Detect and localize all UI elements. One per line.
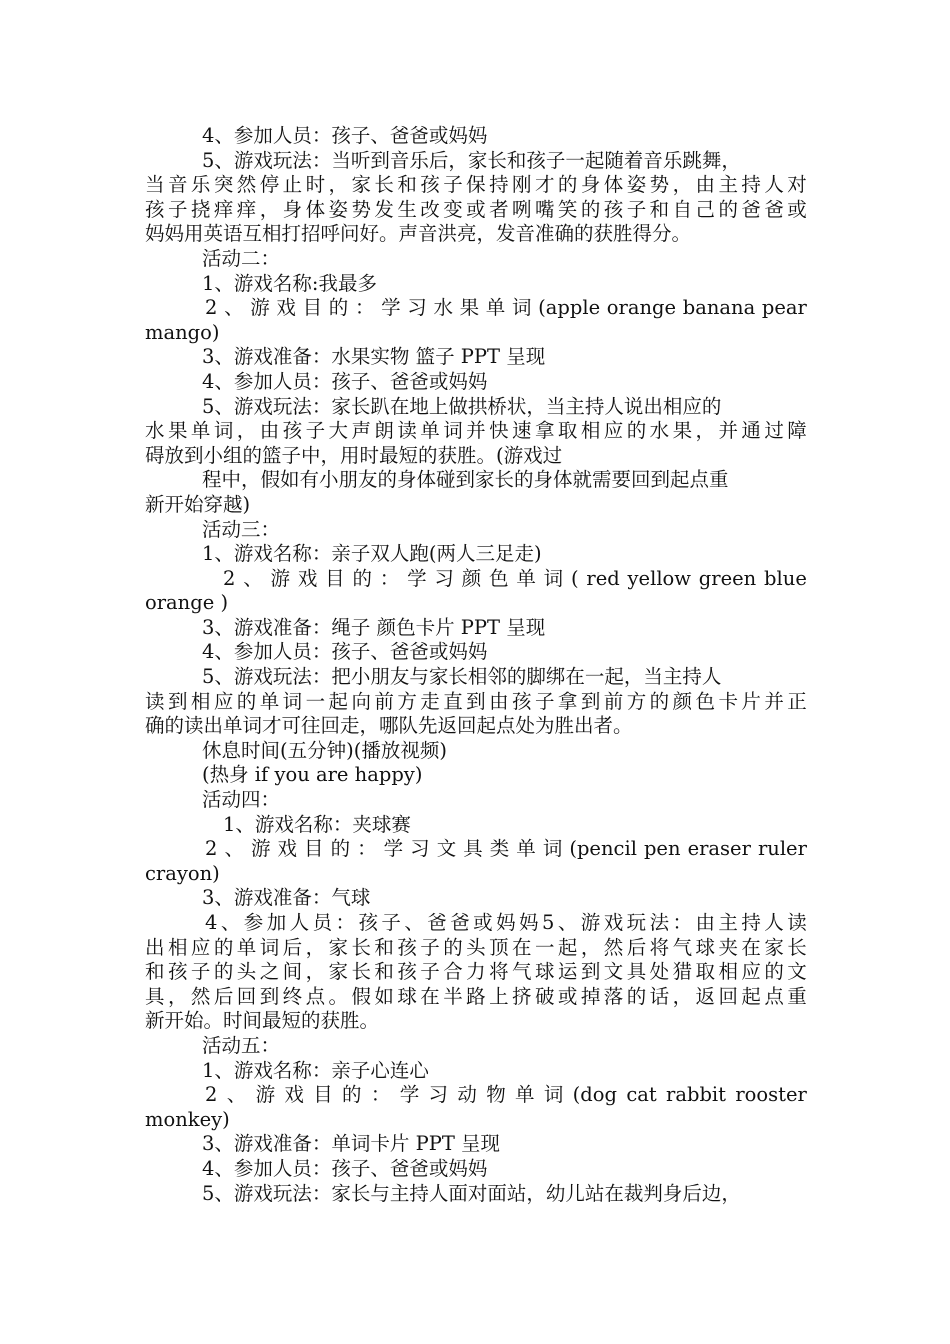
text-line: 5、游戏玩法：家长与主持人面对面站，幼儿站在裁判身后边， (202, 1181, 741, 1205)
text-line: 新开始穿越) (145, 492, 251, 516)
text-line: 5、游戏玩法：家长趴在地上做拱桥状，当主持人说出相应的 (202, 394, 722, 418)
section-heading: 活动四： (202, 788, 281, 812)
text-line: 4、参加人员：孩子、爸爸或妈妈 (202, 369, 488, 393)
text-line: 4、参加人员：孩子、爸爸或妈妈 (202, 640, 488, 664)
text-line: 程中，假如有小朋友的身体碰到家长的身体就需要回到起点重 (202, 468, 729, 492)
section-heading: 活动五： (202, 1033, 281, 1057)
text-line: 1、游戏名称：夹球赛 (223, 812, 411, 836)
text-line: 和 孩 子 的 头 之 间 ， 家 长 和 孩 子 合 力 将 气 球 运 到 文 具 处 猎 取 相 应 的 文 (145, 960, 807, 984)
text-line: 3、游戏准备：水果实物 篮子 PPT 呈现 (202, 345, 546, 369)
section-heading: 活动二： (202, 246, 281, 270)
text-line: 3、游戏准备：单词卡片 PPT 呈现 (202, 1132, 501, 1156)
text-line: 水 果 单 词 ， 由 孩 子 大 声 朗 读 单 词 并 快 速 拿 取 相 应 的 水 果 ， 并 通 过 障 (145, 419, 807, 443)
document-body (145, 124, 807, 1206)
text-line: (热身 if you are happy) (202, 763, 423, 787)
text-line: 3、游戏准备：绳子 颜色卡片 PPT 呈现 (202, 615, 546, 639)
text-line: 确的读出单词才可往回走，哪队先返回起点处为胜出者。 (145, 714, 633, 738)
text-line: 碍放到小组的篮子中，用时最短的获胜。(游戏过 (145, 443, 563, 467)
text-line: 1、游戏名称：亲子心连心 (202, 1058, 429, 1082)
text-line: 具 ， 然 后 回 到 终 点 。 假 如 球 在 半 路 上 挤 破 或 掉 落 的 话 ， 返 回 起 点 重 (145, 984, 807, 1008)
text-line: 4 、 参 加 人 员 ： 孩 子 、 爸 爸 或 妈 妈 5 、 游 戏 玩 法 ： 由 主 持 人 读 (205, 911, 807, 934)
text-line: 新开始。时间最短的获胜。 (145, 1009, 380, 1033)
text-line: mango) (145, 320, 220, 344)
text-line: 读 到 相 应 的 单 词 一 起 向 前 方 走 直 到 由 孩 子 拿 到 前 方 的 颜 色 卡 片 并 正 (145, 689, 807, 713)
text-line: 2 、 游 戏 目 的 ： 学 习 颜 色 单 词 ( red yellow green blue (223, 566, 807, 590)
text-line: 5、游戏玩法：当听到音乐后，家长和孩子一起随着音乐跳舞， (202, 148, 741, 172)
text-line: 休息时间(五分钟)(播放视频) (202, 738, 447, 762)
text-line: 1、游戏名称:我最多 (202, 271, 377, 295)
text-line: 3、游戏准备：气球 (202, 886, 371, 910)
text-line: 孩 子 挠 痒 痒 ， 身 体 姿 势 发 生 改 变 或 者 咧 嘴 笑 的 孩 子 和 自 己 的 爸 爸 或 (145, 197, 807, 221)
text-line: crayon) (145, 861, 220, 885)
text-line: 当 音 乐 突 然 停 止 时 ， 家 长 和 孩 子 保 持 刚 才 的 身 体 姿 势 ， 由 主 持 人 对 (145, 173, 807, 197)
text-line: 4、参加人员：孩子、爸爸或妈妈 (202, 1156, 488, 1180)
section-heading: 活动三： (202, 517, 281, 541)
text-line: 5、游戏玩法：把小朋友与家长相邻的脚绑在一起，当主持人 (202, 665, 722, 689)
text-line: 妈妈用英语互相打招呼问好。声音洪亮，发音准确的获胜得分。 (145, 222, 692, 246)
text-line: 2 、 游 戏 目 的 ： 学 习 动 物 单 词 (dog cat rabbit rooster (205, 1083, 807, 1107)
text-line: orange ) (145, 591, 229, 615)
text-line: 2 、 游 戏 目 的 ： 学 习 水 果 单 词 (apple orange banana pear (205, 296, 807, 320)
text-line: 2 、 游 戏 目 的 ： 学 习 文 具 类 单 词 (pencil pen eraser ruler (205, 837, 807, 861)
text-line: 1、游戏名称：亲子双人跑(两人三足走) (202, 542, 542, 566)
text-line: 出 相 应 的 单 词 后 ， 家 长 和 孩 子 的 头 顶 在 一 起 ， 然 后 将 气 球 夹 在 家 长 (145, 935, 807, 959)
text-line: 4、参加人员：孩子、爸爸或妈妈 (202, 124, 488, 147)
text-line: monkey) (145, 1107, 230, 1131)
